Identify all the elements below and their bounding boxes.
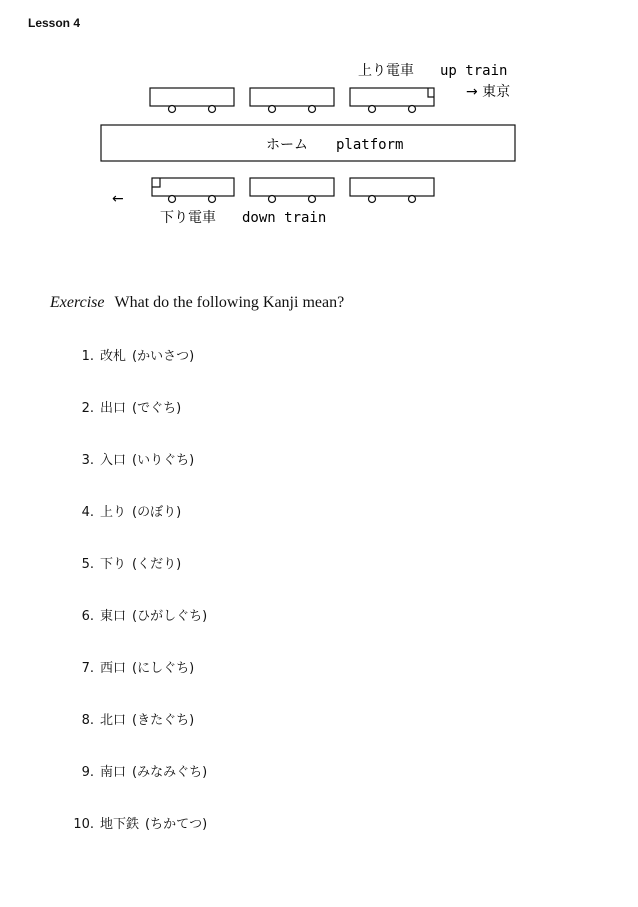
- list-item: [72, 657, 194, 676]
- platform-label-en: platform: [336, 137, 404, 153]
- item-kanji: 西口: [100, 661, 127, 676]
- down-direction-arrow: ←: [112, 191, 124, 207]
- platform-box: [101, 125, 515, 161]
- item-reading: (くだり): [132, 557, 182, 572]
- list-item: [72, 605, 207, 624]
- item-number: 1.: [81, 349, 94, 364]
- list-item: [72, 449, 194, 468]
- up-train-lead-car: [350, 88, 434, 113]
- item-kanji: 上り: [100, 505, 127, 520]
- item-number: 3.: [81, 453, 94, 468]
- item-number: 6.: [81, 609, 94, 624]
- item-number: 10.: [73, 817, 94, 832]
- list-item: [72, 813, 207, 832]
- item-number: 4.: [81, 505, 94, 520]
- item-kanji: 出口: [100, 401, 127, 416]
- lesson-title: Lesson 4: [28, 16, 81, 30]
- list-item: [72, 553, 181, 572]
- item-reading: (にしぐち): [132, 661, 195, 676]
- exercise-heading: [50, 294, 344, 312]
- item-kanji: 入口: [100, 453, 127, 468]
- item-kanji: 改札: [100, 349, 127, 364]
- item-kanji: 南口: [100, 765, 127, 780]
- item-reading: (ひがしぐち): [132, 609, 208, 624]
- item-kanji: 地下鉄: [100, 817, 140, 832]
- item-number: 7.: [81, 661, 94, 676]
- down-train-label-en: down train: [242, 210, 327, 226]
- item-reading: (いりぐち): [132, 453, 195, 468]
- item-reading: (ちかてつ): [145, 817, 208, 832]
- up-train-car: [250, 88, 334, 113]
- exercise-question: What do the following Kanji mean?: [114, 294, 345, 311]
- down-train-lead-car: [152, 178, 234, 203]
- down-train-car: [250, 178, 334, 203]
- down-train-car: [350, 178, 434, 203]
- list-item: [72, 345, 194, 364]
- item-reading: (みなみぐち): [132, 765, 208, 780]
- train-platform-diagram: [0, 0, 638, 240]
- up-train-car: [150, 88, 234, 113]
- item-kanji: 下り: [100, 557, 127, 572]
- item-reading: (きたぐち): [132, 713, 195, 728]
- item-reading: (かいさつ): [132, 349, 195, 364]
- up-train-label-jp: 上り電車: [358, 63, 414, 79]
- up-train-destination: → 東京: [466, 84, 511, 100]
- item-number: 8.: [81, 713, 94, 728]
- item-kanji: 東口: [100, 609, 127, 624]
- platform-label-jp: ホーム: [266, 137, 308, 153]
- list-item: [72, 501, 181, 520]
- item-number: 9.: [81, 765, 94, 780]
- item-reading: (でぐち): [132, 401, 182, 416]
- item-kanji: 北口: [100, 713, 127, 728]
- item-reading: (のぼり): [132, 505, 182, 520]
- up-train-label-en: up train: [440, 63, 508, 79]
- list-item: [72, 761, 207, 780]
- item-number: 5.: [81, 557, 94, 572]
- list-item: [72, 397, 181, 416]
- exercise-label: Exercise: [50, 294, 105, 311]
- list-item: [72, 709, 194, 728]
- item-number: 2.: [81, 401, 94, 416]
- down-train-label-jp: 下り電車: [160, 210, 216, 226]
